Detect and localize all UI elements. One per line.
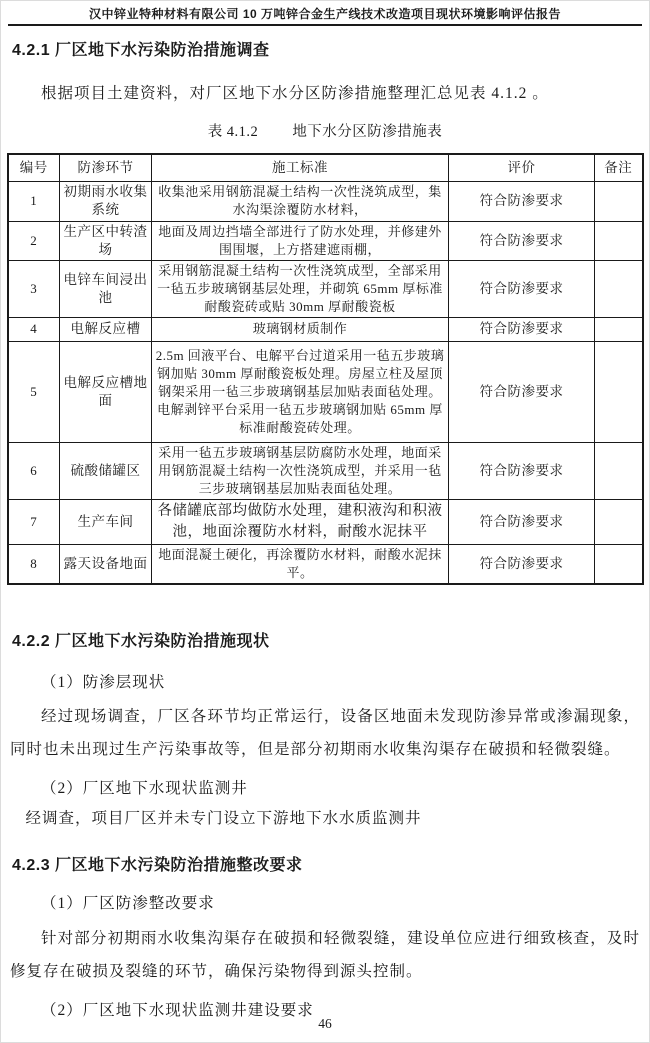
cell-remark [595, 499, 643, 544]
col-header-link: 防渗环节 [60, 154, 152, 181]
cell-remark [595, 317, 643, 341]
table-row [8, 499, 643, 544]
cell-no: 2 [8, 221, 60, 260]
cell-no: 3 [8, 260, 60, 317]
paragraph-rectification: 针对部分初期雨水收集沟渠存在破损和轻微裂缝，建设单位应进行细致核查，及时修复存在破损及裂缝的环节，确保污染物得到源头控制。 [10, 929, 640, 980]
cell-no: 6 [8, 442, 60, 499]
subsection-label-monitoring-well: （2）厂区地下水现状监测井 [41, 779, 248, 797]
running-header: 汉中锌业特种材料有限公司 10 万吨锌合金生产线技术改造项目现状环境影响评估报告 [88, 7, 562, 21]
cell-no: 7 [8, 499, 60, 544]
section-heading-4-2-2: 4.2.2 厂区地下水污染防治措施现状 [12, 632, 270, 650]
cell-link: 电解反应槽 [60, 317, 152, 341]
section-heading-4-2-1: 4.2.1 厂区地下水污染防治措施调查 [12, 42, 270, 59]
cell-standard: 各储罐底部均做防水处理，建积液沟和积液池，地面涂覆防水材料，耐酸水泥抹平 [152, 499, 449, 544]
cell-evaluation: 符合防渗要求 [449, 499, 595, 544]
page-number: 46 [318, 1016, 332, 1031]
paragraph-monitoring-well: 经调查，项目厂区并未专门设立下游地下水水质监测井 [25, 809, 422, 827]
col-header-remark: 备注 [595, 154, 643, 181]
cell-evaluation: 符合防渗要求 [449, 260, 595, 317]
cell-remark [595, 544, 643, 584]
table-row [8, 317, 643, 341]
table-row [8, 260, 643, 317]
paragraph-seepage-status: 经过现场调查，厂区各环节均正常运行，设备区地面未发现防渗异常或渗漏现象，同时也未出现过生产污染事故等，但是部分初期雨水收集沟渠存在破损和轻微裂缝。 [10, 707, 640, 758]
table-row [8, 341, 643, 442]
cell-evaluation: 符合防渗要求 [449, 442, 595, 499]
table-row [8, 442, 643, 499]
cell-standard: 收集池采用钢筋混凝土结构一次性浇筑成型，集水沟渠涂覆防水材料， [152, 181, 449, 221]
col-header-evaluation: 评价 [449, 154, 595, 181]
table-caption-label: 表 4.1.2 [207, 124, 259, 140]
cell-remark [595, 181, 643, 221]
section-heading-4-2-3: 4.2.3 厂区地下水污染防治措施整改要求 [12, 856, 303, 874]
cell-evaluation: 符合防渗要求 [449, 221, 595, 260]
cell-link: 生产车间 [60, 499, 152, 544]
header-rule [8, 24, 642, 26]
cell-link: 电解反应槽地面 [60, 341, 152, 442]
cell-evaluation: 符合防渗要求 [449, 341, 595, 442]
table-header-row [8, 154, 643, 181]
table-caption [0, 123, 650, 142]
subsection-label-rectification: （1）厂区防渗整改要求 [41, 894, 215, 912]
cell-evaluation: 符合防渗要求 [449, 544, 595, 584]
table-row [8, 544, 643, 584]
col-header-no: 编号 [8, 154, 60, 181]
cell-link: 电锌车间浸出池 [60, 260, 152, 317]
intro-paragraph: 根据项目土建资料，对厂区地下水分区防渗措施整理汇总见表 4.1.2 。 [41, 85, 549, 102]
cell-no: 8 [8, 544, 60, 584]
cell-standard: 采用钢筋混凝土结构一次性浇筑成型，全部采用一毡五步玻璃钢基层处理，并砌筑 65mm 厚标准耐酸瓷砖或贴 30mm 厚耐酸瓷板 [152, 260, 449, 317]
cell-evaluation: 符合防渗要求 [449, 317, 595, 341]
cell-no: 1 [8, 181, 60, 221]
col-header-standard: 施工标准 [152, 154, 449, 181]
cell-standard: 地面及周边挡墙全部进行了防水处理，并修建外围围堰，上方搭建遮雨棚， [152, 221, 449, 260]
subsection-label-seepage-status: （1）防渗层现状 [41, 673, 166, 691]
table-row [8, 221, 643, 260]
cell-link: 初期雨水收集系统 [60, 181, 152, 221]
cell-link: 硫酸储罐区 [60, 442, 152, 499]
table-row [8, 181, 643, 221]
subsection-label-well-construction: （2）厂区地下水现状监测井建设要求 [41, 1001, 314, 1019]
cell-standard: 采用一毡五步玻璃钢基层防腐防水处理，地面采用钢筋混凝土结构一次性浇筑成型，并采用一毡三步玻璃钢基层加贴表面毡处理。 [152, 442, 449, 499]
cell-standard: 2.5m 回液平台、电解平台过道采用一毡五步玻璃钢加贴 30mm 厚耐酸瓷板处理。房屋立柱及屋顶钢架采用一毡三步玻璃钢基层加贴表面毡处理。电解剥锌平台采用一毡五步玻璃钢加贴 65mm 厚标准耐酸瓷砖处理。 [152, 341, 449, 442]
cell-link: 露天设备地面 [60, 544, 152, 584]
cell-link: 生产区中转渣场 [60, 221, 152, 260]
cell-standard: 玻璃钢材质制作 [152, 317, 449, 341]
seepage-measures-table [7, 153, 644, 585]
cell-remark [595, 260, 643, 317]
cell-no: 5 [8, 341, 60, 442]
cell-evaluation: 符合防渗要求 [449, 181, 595, 221]
cell-remark [595, 221, 643, 260]
cell-remark [595, 341, 643, 442]
cell-no: 4 [8, 317, 60, 341]
cell-standard: 地面混凝土硬化，再涂覆防水材料，耐酸水泥抹平。 [152, 544, 449, 584]
cell-remark [595, 442, 643, 499]
table-caption-title: 地下水分区防渗措施表 [292, 124, 443, 140]
